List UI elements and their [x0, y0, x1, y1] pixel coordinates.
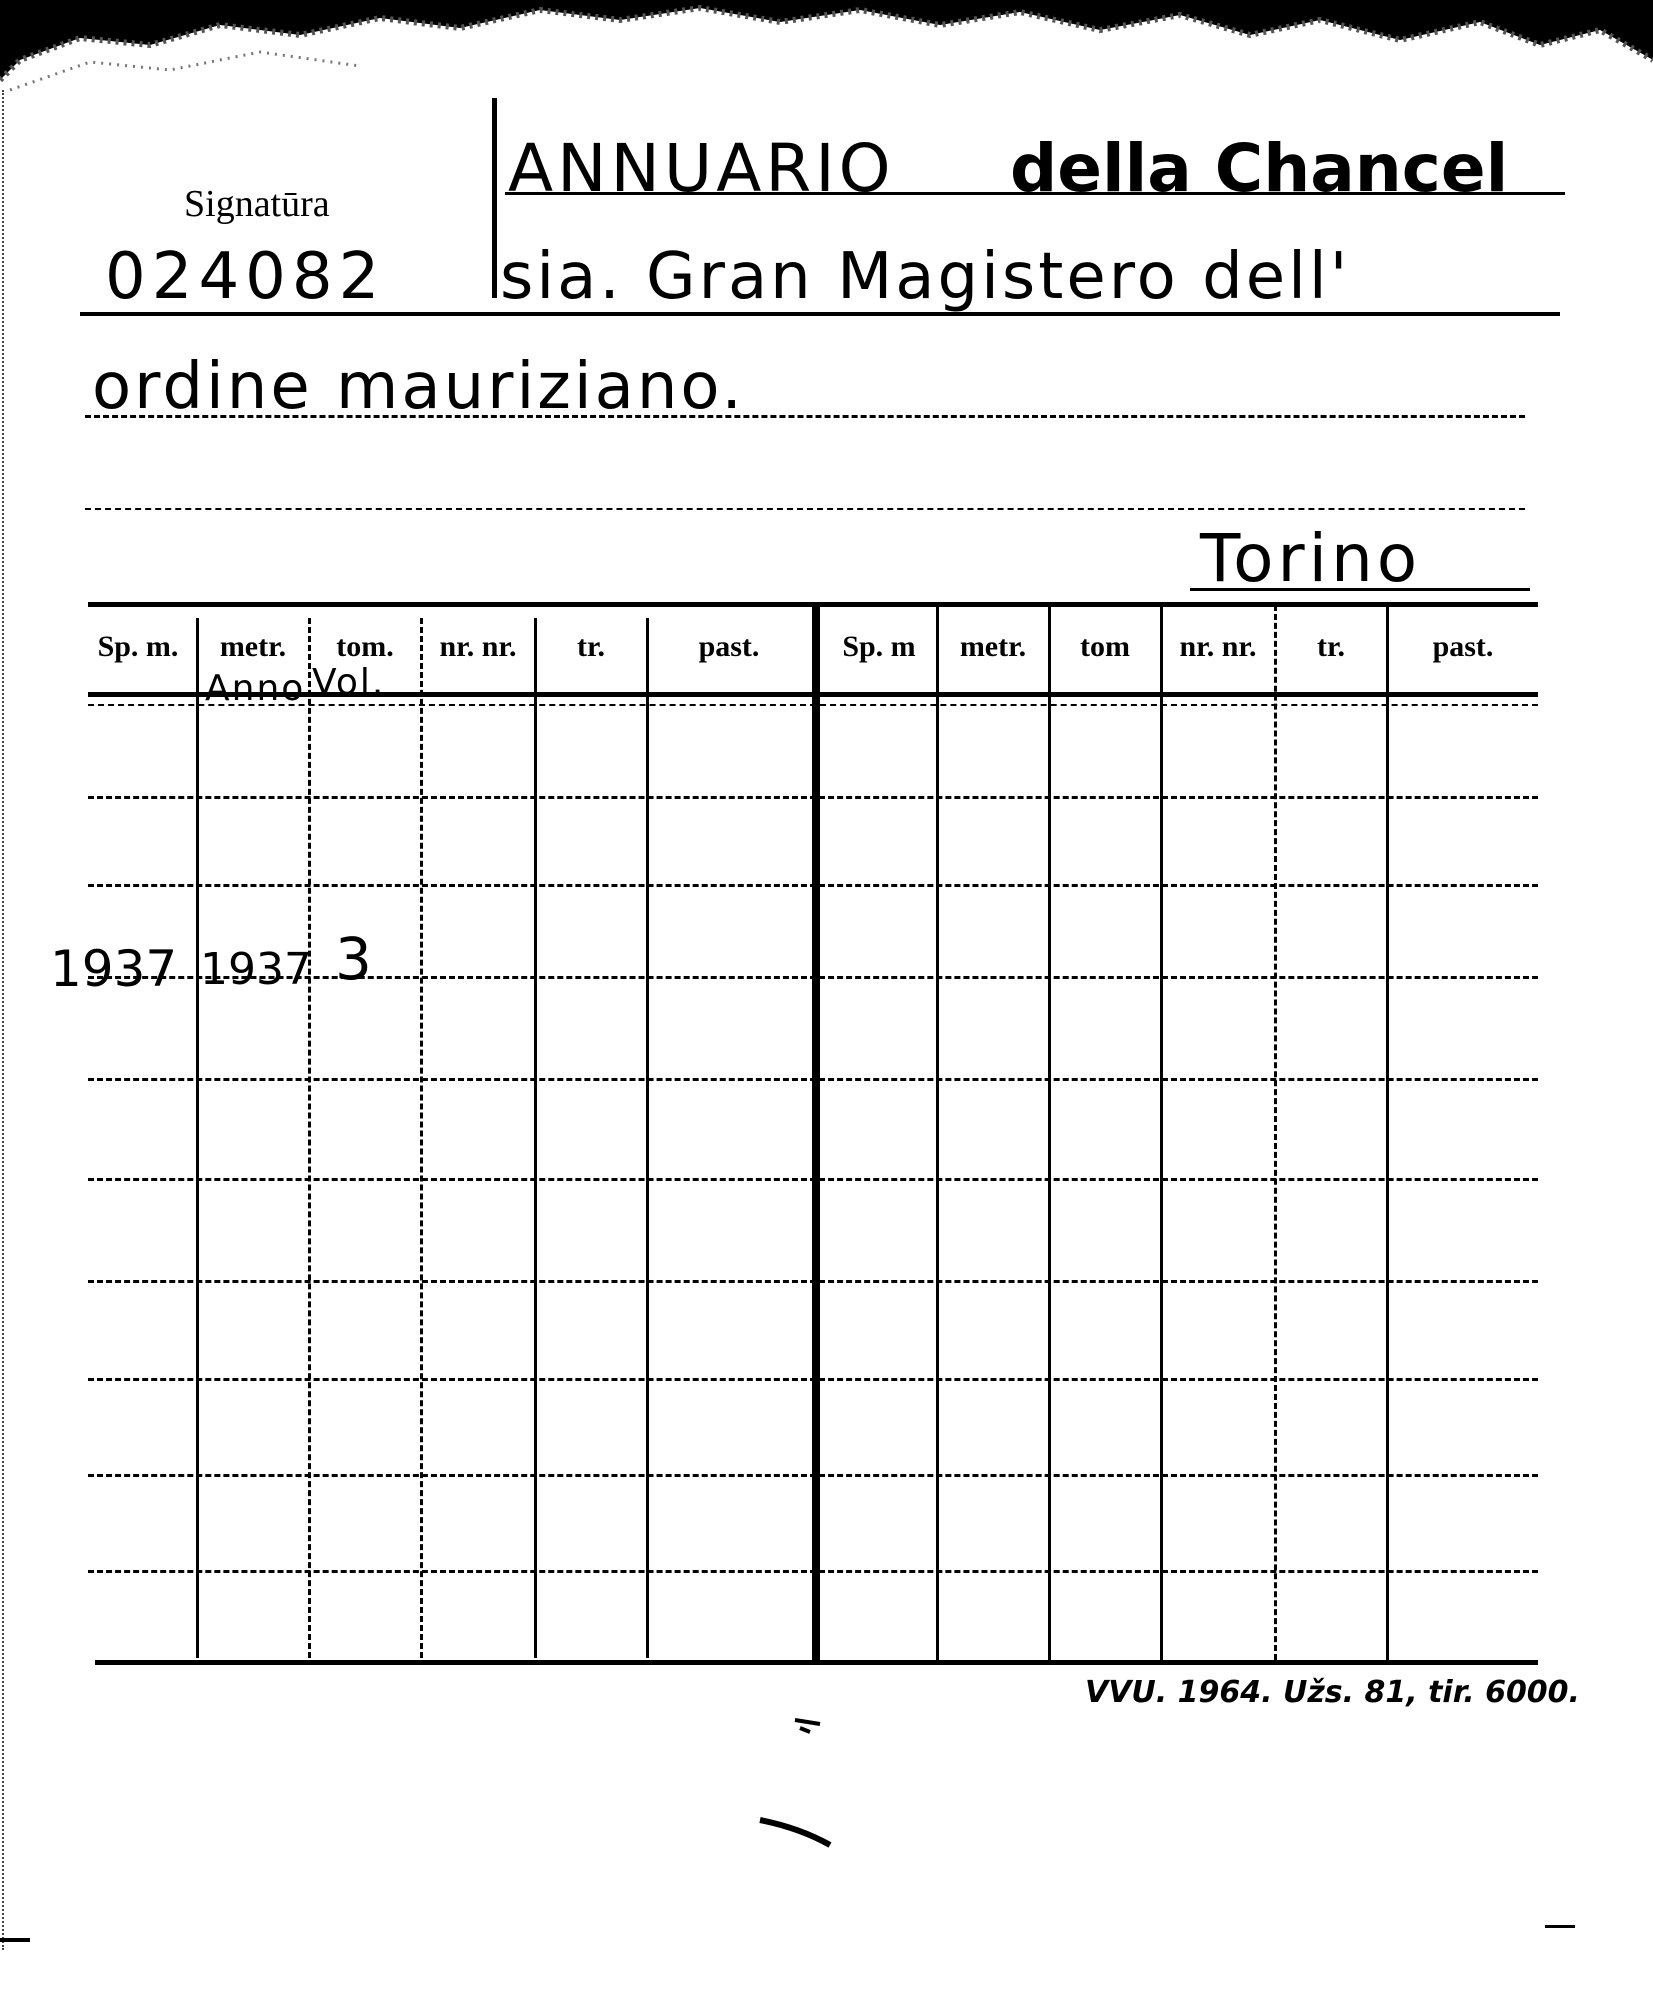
header-right-metr: metr. — [959, 630, 1027, 663]
row-line-9 — [88, 1474, 1538, 1477]
col-line-left-1 — [196, 618, 199, 1658]
bottom-left-mark — [0, 1938, 30, 1942]
header-right-tr: tr. — [1316, 630, 1346, 663]
col-line-left-2 — [308, 618, 311, 1658]
row-line-5 — [88, 1078, 1538, 1081]
signature-label: Signatūra — [184, 183, 330, 225]
row-line-8 — [88, 1378, 1538, 1381]
title-line-3: ordine mauriziano. — [92, 350, 745, 424]
title-underline-3 — [85, 415, 1525, 418]
header-right-nr-nr: nr. nr. — [1179, 630, 1257, 663]
table-bottom-border — [95, 1660, 1538, 1665]
annotation-anno: Anno — [205, 668, 306, 709]
annotation-vol: Vol. — [312, 662, 386, 703]
col-line-right-4 — [1274, 605, 1277, 1660]
col-line-right-5 — [1386, 605, 1389, 1660]
header-right-tom: tom — [1080, 630, 1130, 663]
signature-number: 024082 — [105, 240, 386, 314]
place-name: Torino — [1200, 520, 1422, 597]
torn-paper-edge — [0, 0, 1653, 110]
row-line-6 — [88, 1178, 1538, 1181]
title-underline-2 — [80, 312, 1560, 316]
row-line-3 — [88, 884, 1538, 887]
title-line-2: sia. Gran Magistero dell' — [500, 240, 1351, 314]
header-left-metr: metr. — [219, 630, 287, 663]
title-underline-1 — [505, 192, 1565, 195]
header-left-tom: tom. — [336, 630, 394, 663]
entry-tom: 3 — [335, 925, 372, 993]
printer-note: VVU. 1964. Užs. 81, tir. 6000. — [1085, 1675, 1580, 1710]
entry-metr: 1937 — [200, 944, 312, 995]
bottom-right-mark — [1545, 1925, 1575, 1928]
header-right-past: past. — [1432, 630, 1494, 663]
header-left-tr: tr. — [576, 630, 606, 663]
row-line-10 — [88, 1570, 1538, 1573]
row-line-2 — [88, 796, 1538, 799]
title-line-1a: ANNUARIO — [508, 130, 895, 207]
blank-line-4 — [85, 508, 1525, 510]
row-line-1 — [88, 704, 1538, 706]
header-right-sp-m: Sp. m — [842, 630, 916, 663]
col-line-right-3 — [1160, 605, 1163, 1660]
header-left-nr-nr: nr. nr. — [439, 630, 517, 663]
stray-ink-marks — [740, 1710, 860, 1860]
col-line-left-4 — [534, 618, 537, 1658]
title-separator — [492, 98, 497, 298]
header-left-sp-m: Sp. m. — [97, 630, 179, 663]
col-line-left-3 — [420, 618, 423, 1658]
header-left-past: past. — [698, 630, 760, 663]
entry-sp-m: 1937 — [50, 940, 178, 998]
row-line-7 — [88, 1280, 1538, 1283]
col-line-right-1 — [936, 605, 939, 1660]
title-line-1b: della Chancel — [1010, 130, 1509, 207]
col-line-left-5 — [646, 618, 649, 1658]
col-line-right-2 — [1048, 605, 1051, 1660]
place-underline — [1190, 588, 1530, 591]
left-edge-speckle — [2, 90, 4, 1950]
table-center-divider — [812, 605, 820, 1660]
